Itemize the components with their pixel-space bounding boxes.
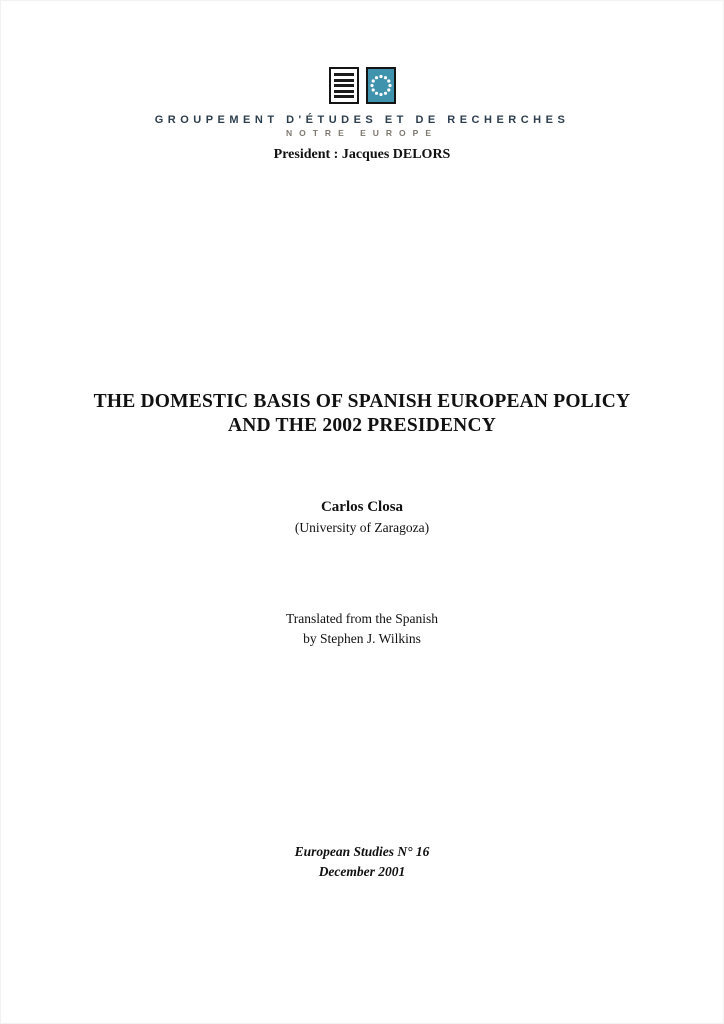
document-lines-icon: [329, 67, 359, 104]
author-affiliation: (University of Zaragoza): [294, 520, 430, 535]
series-date: December 2001: [318, 864, 406, 879]
paper-title-line2: AND THE 2002 PRESIDENCY: [227, 415, 497, 436]
translation-line2: by Stephen J. Wilkins: [303, 631, 421, 646]
org-name: GROUPEMENT D'ÉTUDES ET DE RECHERCHES: [154, 114, 570, 126]
series-footer: [0, 842, 724, 882]
translation-line1: Translated from the Spanish: [285, 611, 439, 626]
org-subtitle: NOTRE EUROPE: [285, 128, 438, 138]
translation-credit: [0, 609, 724, 649]
notre-europe-logo: [0, 67, 724, 104]
paper-title-line1: THE DOMESTIC BASIS OF SPANISH EUROPEAN POLICY: [93, 391, 631, 412]
paper-title: [0, 390, 724, 438]
series-name: European Studies N° 16: [294, 844, 430, 859]
author-name: Carlos Closa: [320, 499, 404, 515]
president-line: President : Jacques DELORS: [273, 147, 451, 162]
eu-stars-circle-icon: [366, 67, 396, 104]
